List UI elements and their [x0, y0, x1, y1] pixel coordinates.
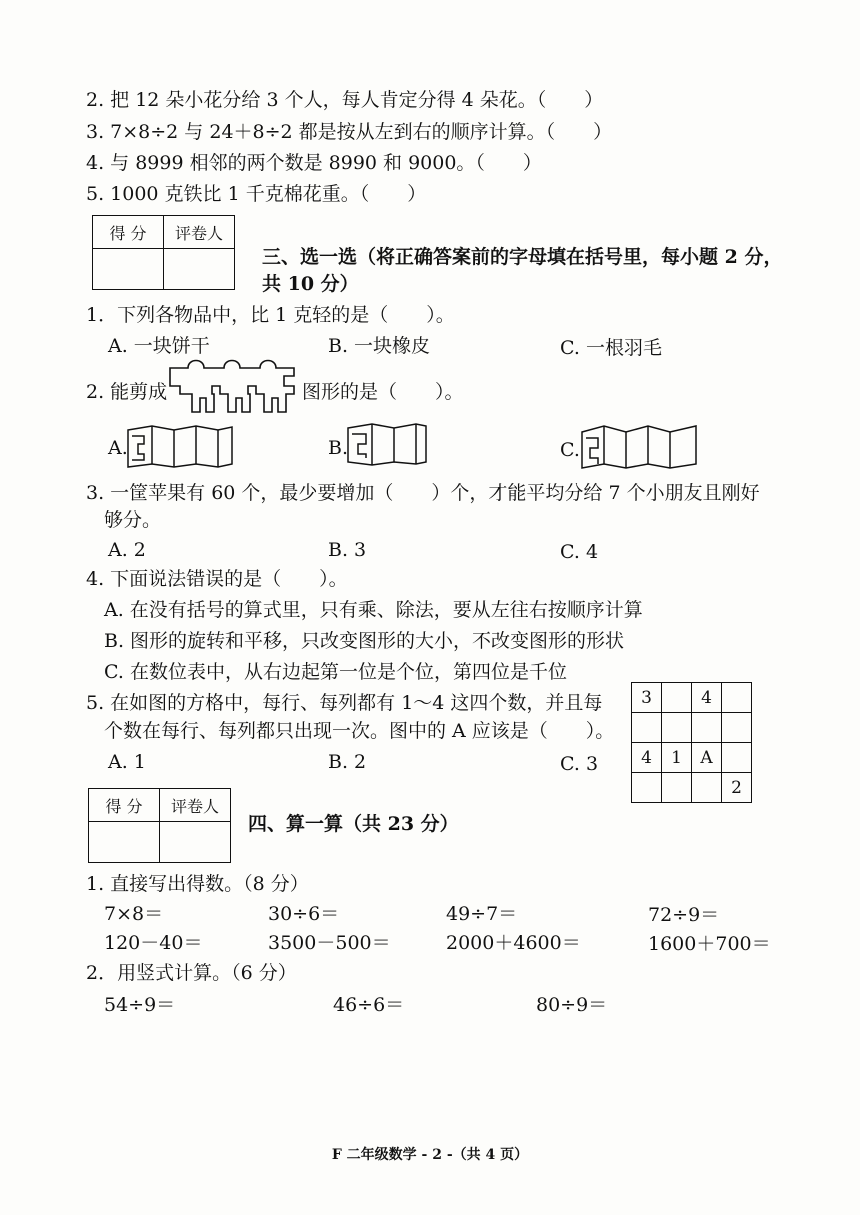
q1-option-c: C. 一根羽毛	[560, 337, 662, 359]
q2-text-post: 图形的是（ ）。	[302, 381, 464, 403]
paper-doll-chain-figure	[168, 358, 296, 418]
calc2-item: 54÷9＝	[104, 994, 176, 1016]
q2-option-a: A.	[108, 437, 128, 459]
q3-text: 3. 一筐苹果有 60 个，最少要增加（ ）个，才能平均分给 7 个小朋友且刚好	[86, 482, 760, 504]
score-header: 得 分	[93, 216, 164, 249]
q5-option-a: A. 1	[108, 751, 146, 773]
q3-option-b: B. 3	[328, 539, 367, 561]
calc1-item: 1600＋700＝	[648, 933, 771, 955]
q5-option-b: B. 2	[328, 751, 367, 773]
page-footer: F 二年级数学 - 2 -（共 4 页）	[331, 1147, 529, 1163]
q1-option-a: A. 一块饼干	[108, 335, 210, 357]
grid-cell: 1	[662, 743, 692, 773]
section4-title: 四、算一算（共 23 分）	[248, 813, 459, 835]
q5-option-c: C. 3	[560, 753, 599, 775]
folded-paper-a-figure	[126, 424, 234, 468]
judge-q5: 5. 1000 克铁比 1 千克棉花重。（ ）	[86, 183, 427, 205]
calc2-item: 46÷6＝	[333, 994, 405, 1016]
grid-cell	[662, 713, 692, 743]
score-table	[92, 215, 235, 290]
grader-header: 评卷人	[160, 789, 231, 822]
score-cell[interactable]	[89, 822, 160, 863]
calc1-item: 3500－500＝	[268, 932, 391, 954]
q5-text-cont: 个数在每行、每列都只出现一次。图中的 A 应该是（ ）。	[104, 720, 615, 742]
calc1-item: 2000＋4600＝	[446, 932, 581, 954]
q2-option-b: B.	[328, 437, 349, 459]
grid-cell: 4	[632, 743, 662, 773]
judge-q2: 2. 把 12 朵小花分给 3 个人，每人肯定分得 4 朵花。（ ）	[86, 89, 604, 111]
q2-option-c: C.	[560, 439, 580, 461]
number-grid	[631, 682, 752, 803]
section3-title: 三、选一选（将正确答案前的字母填在括号里，每小题 2 分，	[262, 246, 783, 268]
section3-title-cont: 共 10 分）	[262, 273, 359, 295]
calc2-title: 2．用竖式计算。（6 分）	[86, 962, 297, 984]
q2-text-pre: 2. 能剪成	[86, 381, 168, 403]
grid-cell	[722, 713, 752, 743]
calc2-item: 80÷9＝	[536, 994, 608, 1016]
calc1-item: 30÷6＝	[268, 903, 340, 925]
grid-cell	[692, 773, 722, 803]
q3-text-cont: 够分。	[104, 509, 162, 531]
q1-text: 1．下列各物品中，比 1 克轻的是（ ）。	[86, 304, 455, 326]
grader-header: 评卷人	[164, 216, 235, 249]
q1-option-b: B. 一块橡皮	[328, 335, 431, 357]
q4-option-a: A. 在没有括号的算式里，只有乘、除法，要从左往右按顺序计算	[104, 599, 643, 621]
grid-cell	[692, 713, 722, 743]
q4-option-b: B. 图形的旋转和平移，只改变图形的大小，不改变图形的形状	[104, 630, 625, 652]
calc1-item: 7×8＝	[104, 903, 164, 925]
q4-option-c: C. 在数位表中，从右边起第一位是个位，第四位是千位	[104, 661, 567, 683]
grid-cell	[662, 773, 692, 803]
score-table-2	[88, 788, 231, 863]
judge-q3: 3. 7×8÷2 与 24＋8÷2 都是按从左到右的顺序计算。（ ）	[86, 121, 613, 143]
q4-text: 4. 下面说法错误的是（ ）。	[86, 568, 348, 590]
grader-cell[interactable]	[160, 822, 231, 863]
grid-cell: 2	[722, 773, 752, 803]
grader-cell[interactable]	[164, 249, 235, 290]
grid-cell	[662, 683, 692, 713]
grid-cell	[722, 743, 752, 773]
grid-cell: 4	[692, 683, 722, 713]
calc1-item: 49÷7＝	[446, 903, 518, 925]
q3-option-c: C. 4	[560, 541, 599, 563]
calc1-title: 1. 直接写出得数。（8 分）	[86, 873, 309, 895]
score-cell[interactable]	[93, 249, 164, 290]
grid-cell: 3	[632, 683, 662, 713]
q5-text: 5. 在如图的方格中，每行、每列都有 1～4 这四个数，并且每	[86, 692, 603, 714]
grid-cell: A	[692, 743, 722, 773]
score-header: 得 分	[89, 789, 160, 822]
grid-cell	[722, 683, 752, 713]
grid-cell	[632, 773, 662, 803]
calc1-item: 120－40＝	[104, 932, 203, 954]
grid-cell	[632, 713, 662, 743]
judge-q4: 4. 与 8999 相邻的两个数是 8990 和 9000。（ ）	[86, 152, 542, 174]
calc1-item: 72÷9＝	[648, 904, 720, 926]
folded-paper-c-figure	[580, 424, 698, 470]
folded-paper-b-figure	[346, 422, 428, 466]
q3-option-a: A. 2	[108, 539, 146, 561]
